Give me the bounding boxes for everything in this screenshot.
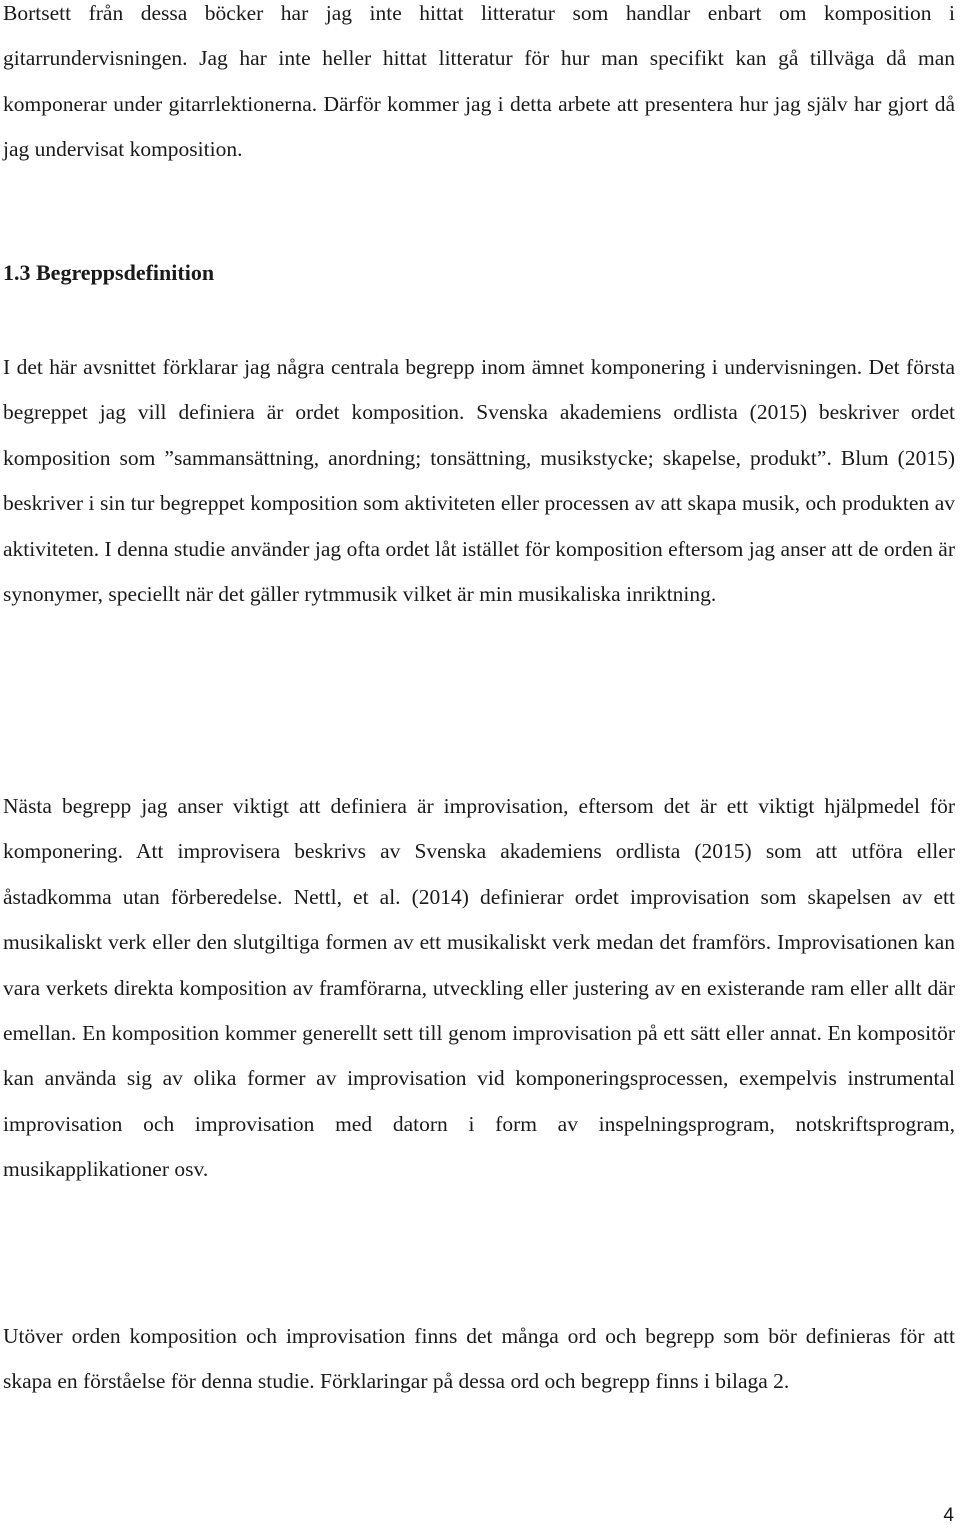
definition-paragraph-composition: I det här avsnittet förklarar jag några centrala begrepp inom ämnet komponering i undervisningen. Det första begreppet jag vill definiera är ordet komposition. Svenska akademiens ordlista (2015) beskriver ordet komposition som ”sammansättning, anordning; tonsättning, musikstycke; skapelse, produkt”. Blum (2015) beskriver i sin tur begreppet komposition som aktiviteten eller processen av att skapa musik, och produkten av aktiviteten. I denna studie använder jag ofta ordet låt istället för komposition eftersom jag anser att de orden är synonymer, speciellt när det gäller rytmmusik vilket är min musikaliska inriktning.: [3, 355, 955, 607]
page-number: 4: [943, 1505, 954, 1526]
definition-paragraph-other-terms: Utöver orden komposition och improvisation finns det många ord och begrepp som bör definieras för att skapa en förståelse för denna studie. Förklaringar på dessa ord och begrepp finns i bilaga 2.: [3, 1324, 955, 1394]
definition-paragraph-improvisation: Nästa begrepp jag anser viktigt att definiera är improvisation, eftersom det är ett viktigt hjälpmedel för komponering. Att improvisera beskrivs av Svenska akademiens ordlista (2015) som att utföra eller åstadkomma utan förberedelse. Nettl, et al. (2014) definierar ordet improvisation som skapelsen av ett musikaliskt verk eller den slutgiltiga formen av ett musikaliskt verk medan det framförs. Improvisationen kan vara verkets direkta komposition av framförarna, utveckling eller justering av en existerande ram eller allt där emellan. En komposition kommer generellt sett till genom improvisation på ett sätt eller annat. En kompositör kan använda sig av olika former av improvisation vid komponeringsprocessen, exempelvis instrumental improvisation och improvisation med datorn i form av inspelningsprogram, notskriftsprogram, musikapplikationer osv.: [3, 794, 955, 1182]
intro-paragraph: Bortsett från dessa böcker har jag inte hittat litteratur som handlar enbart om komposition i gitarrundervisningen. Jag har inte heller hittat litteratur för hur man specifikt kan gå tillväga då man komponerar under gitarrlektionerna. Därför kommer jag i detta arbete att presentera hur jag själv har gjort då jag undervisat komposition.: [3, 1, 955, 162]
section-heading: 1.3 Begreppsdefinition: [3, 260, 215, 285]
